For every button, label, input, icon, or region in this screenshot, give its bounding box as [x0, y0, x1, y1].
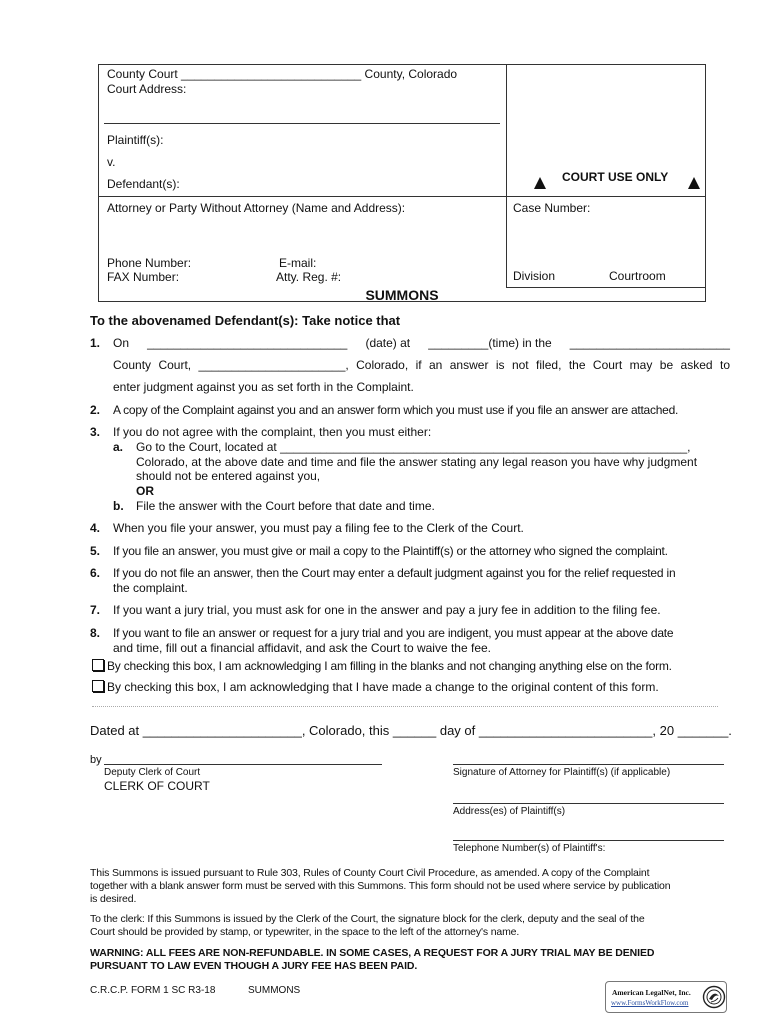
court-address-label: Court Address:	[107, 82, 187, 96]
publisher-logo-icon	[702, 984, 726, 1010]
acknowledge-no-change-row[interactable]	[92, 659, 732, 673]
courtroom-label: Courtroom	[609, 269, 666, 283]
publisher-stamp	[605, 981, 727, 1013]
acknowledge-change-checkbox[interactable]	[92, 680, 104, 692]
notice-heading: To the abovenamed Defendant(s): Take notice that	[90, 313, 401, 328]
court-use-only-label: COURT USE ONLY	[562, 170, 669, 184]
acknowledge-change-row[interactable]	[92, 680, 732, 694]
clerk-of-court-label: CLERK OF COURT	[104, 779, 210, 793]
plaintiff-phone-label: Telephone Number(s) of Plaintiff's:	[453, 843, 606, 854]
attorney-divider	[98, 196, 508, 197]
warning-paragraph: WARNING: ALL FEES ARE NON-REFUNDABLE. IN SOME CASES, A REQUEST FOR A JURY TRIAL MAY BE DENIED PURSUANT TO LAW EVEN THOUGH A JURY FEE HAS BEEN PAID.	[90, 947, 655, 972]
division-label: Division	[513, 269, 556, 283]
acknowledge-no-change-checkbox[interactable]	[92, 659, 104, 671]
county-court-line: County Court ___________________________ County, Colorado	[107, 67, 458, 81]
plaintiff-phone-line	[453, 840, 724, 841]
acknowledge-no-change-label: By checking this box, I am acknowledging I am filling in the blanks and not changing anything else on the form.	[107, 659, 672, 673]
case-number-label: Case Number:	[513, 201, 591, 215]
caption-divider	[104, 123, 500, 124]
plaintiffs-label: Plaintiff(s):	[107, 133, 164, 147]
publisher-name: American LegalNet, Inc.	[612, 988, 691, 997]
acknowledge-change-label: By checking this box, I am acknowledging that I have made a change to the original content of this form.	[107, 680, 659, 694]
attorney-signature-line	[453, 764, 724, 765]
publisher-url[interactable]: www.FormsWorkFlow.com	[611, 999, 689, 1007]
form-name: SUMMONS	[248, 985, 301, 996]
email-label: E-mail:	[279, 256, 317, 270]
fax-number-label: FAX Number:	[107, 270, 180, 284]
attorney-label: Attorney or Party Without Attorney (Name and Address):	[107, 201, 406, 215]
by-label: by	[90, 754, 102, 766]
rule-303-paragraph: This Summons is issued pursuant to Rule 303, Rules of County Court Civil Procedure, as amended. A copy of the Complaint together with a blank answer form must be served with this Summons. This form should not be used where service by publication is desired.	[90, 867, 671, 905]
clerk-instructions-paragraph: To the clerk: If this Summons is issued by the Clerk of the Court, the signature block for the clerk, deputy and the seal of the Court should be provided by stamp, or typewriter, in the space to the left of the attorney's name.	[90, 913, 645, 938]
arrow-up-icon	[534, 176, 546, 194]
versus-label: v.	[107, 155, 116, 169]
dated-line: Dated at ______________________, Colorado, this ______ day of ________________________, 20 _______.	[90, 723, 732, 738]
separator-line	[92, 706, 718, 707]
plaintiff-address-line	[453, 803, 724, 804]
atty-reg-label: Atty. Reg. #:	[276, 270, 342, 284]
phone-number-label: Phone Number:	[107, 256, 192, 270]
defendants-label: Defendant(s):	[107, 177, 180, 191]
plaintiff-address-label: Address(es) of Plaintiff(s)	[453, 806, 566, 817]
form-id: C.R.C.P. FORM 1 SC R3-18	[90, 985, 216, 996]
arrow-up-icon	[688, 176, 700, 194]
attorney-signature-label: Signature of Attorney for Plaintiff(s) (if applicable)	[453, 767, 671, 778]
clerk-signature-line	[104, 764, 382, 765]
form-title: SUMMONS	[365, 287, 439, 303]
deputy-clerk-label: Deputy Clerk of Court	[104, 767, 201, 778]
